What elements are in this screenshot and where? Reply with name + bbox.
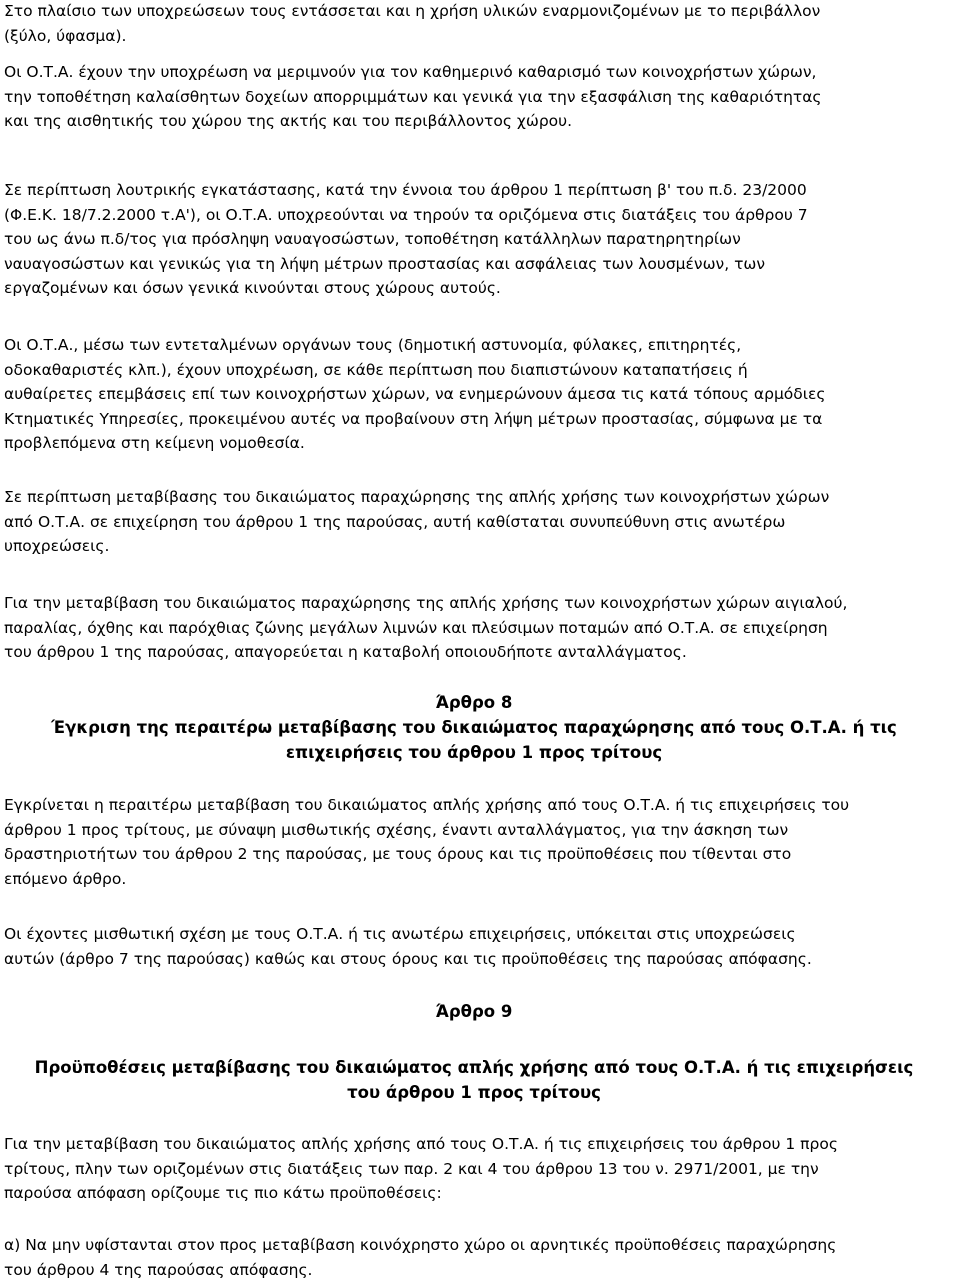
text-line: (ξύλο, ύφασμα). [4, 26, 127, 45]
text-line: υποχρεώσεις. [4, 537, 110, 555]
article-8 [0, 690, 948, 765]
text-line: Οι Ο.Τ.Α. έχουν την υποχρέωση να μεριμνούν για τον καθημερινό καθαρισμό των κοινοχρήστων χώρων, [4, 63, 817, 81]
paragraph-ota-cleaning [4, 60, 822, 134]
text-line: Σε περίπτωση λουτρικής εγκατάστασης, κατά την έννοια του άρθρου 1 περίπτωση β' του π.δ. 23/2000 [4, 181, 807, 199]
article-9-number: Άρθρο 9 [435, 1002, 513, 1021]
article-8-paragraph-1 [4, 793, 849, 891]
heading-line: επιχειρήσεις του άρθρου 1 προς τρίτους [285, 743, 663, 762]
text-line: Κτηματικές Υπηρεσίες, προκειμένου αυτές να προβαίνουν στη λήψη μέτρων προστασίας, σύμφωνα με τα [4, 409, 823, 428]
text-line: και της αισθητικής του χώρου της ακτής και του περιβάλλοντος χώρου. [4, 112, 573, 130]
text-line: προβλεπόμενα στη κείμενη νομοθεσία. [4, 434, 305, 452]
text-line: Οι Ο.Τ.Α., μέσω των εντεταλμένων οργάνων τους (δημοτική αστυνομία, φύλακες, επιτηρητές, [4, 336, 742, 354]
text-line: από Ο.Τ.Α. σε επιχείρηση του άρθρου 1 της παρούσας, αυτή καθίσταται συνυπεύθυνη στις ανωτέρω [4, 512, 786, 531]
paragraph-transfer-fee [4, 591, 847, 665]
heading-line: Προϋποθέσεις μεταβίβασης του δικαιώματος απλής χρήσης από τους Ο.Τ.Α. ή τις επιχειρήσεις [34, 1058, 914, 1077]
text-line: του ως άνω π.δ/τος για πρόσληψη ναυαγοσώστων, τοποθέτηση κατάλληλων παρατηρητηρίων [4, 230, 741, 248]
text-line: (Φ.Ε.Κ. 18/7.2.2000 τ.Α'), οι Ο.Τ.Α. υποχρεούνται να τηρούν τα οριζόμενα στις διατάξεις του άρθρου 7 [4, 205, 808, 224]
article-9-paragraph-2 [4, 1233, 836, 1282]
article-8-paragraph-2 [4, 922, 812, 971]
article-9-title [0, 1055, 948, 1105]
text-line: Οι έχοντες μισθωτική σχέση με τους Ο.Τ.Α. ή τις ανωτέρω επιχειρήσεις, υπόκειται στις υποχρεώσεις [4, 925, 796, 943]
text-line: αυθαίρετες επεμβάσεις επί των κοινοχρήστων χώρων, να ενημερώνουν άμεσα τις κατά τόπους αρμόδιες [4, 385, 826, 403]
text-line: Για την μεταβίβαση του δικαιώματος παραχώρησης της απλής χρήσης των κοινοχρήστων χώρων αιγιαλού, [4, 594, 848, 612]
text-line: οδοκαθαριστές κλπ.), έχουν υποχρέωση, σε κάθε περίπτωση που διαπιστώνουν καταπατήσεις ή [4, 360, 748, 379]
article-8-number: Άρθρο 8 [435, 693, 513, 712]
text-line: παρούσα απόφαση ορίζουμε τις πιο κάτω προϋποθέσεις: [4, 1184, 442, 1202]
text-line: του άρθρου 1 της παρούσας, απαγορεύεται η καταβολή οποιουδήποτε ανταλλάγματος. [4, 643, 687, 661]
text-line: του άρθρου 4 της παρούσας απόφασης. [4, 1260, 313, 1279]
heading-line: του άρθρου 1 προς τρίτους [347, 1083, 601, 1102]
text-line: Σε περίπτωση μεταβίβασης του δικαιώματος παραχώρησης της απλής χρήσης των κοινοχρήστων χώρων [4, 488, 830, 506]
article-9-title-block [0, 1055, 948, 1105]
heading-line: Έγκριση της περαιτέρω μεταβίβασης του δικαιώματος παραχώρησης από τους Ο.Τ.Α. ή τις [51, 718, 897, 737]
paragraph-bathing-installation [4, 178, 808, 301]
text-line: εργαζομένων και όσων γενικά κινούνται στους χώρους αυτούς. [4, 279, 501, 297]
text-line: α) Να μην υφίστανται στον προς μεταβίβαση κοινόχρηστο χώρο οι αρνητικές προϋποθέσεις παραχώρησης [4, 1236, 837, 1254]
paragraph-transfer-company [4, 485, 829, 559]
text-line: την τοποθέτηση καλαίσθητων δοχείων απορριμμάτων και γενικά για την εξασφάλιση της καθαριότητας [4, 87, 822, 106]
text-line: Εγκρίνεται η περαιτέρω μεταβίβαση του δικαιώματος απλής χρήσης από τους Ο.Τ.Α. ή τις επιχειρήσεις του [4, 796, 850, 814]
paragraph-ota-organs [4, 333, 826, 456]
text-line: τρίτους, πλην των οριζομένων στις διατάξεις των παρ. 2 και 4 του άρθρου 13 του ν. 2971/2001, με την [4, 1159, 819, 1178]
text-line: άρθρου 1 προς τρίτους, με σύναψη μισθωτικής σχέσης, έναντι ανταλλάγματος, για την άσκηση των [4, 820, 789, 839]
text-line: ναυαγοσώστων και γενικώς για τη λήψη μέτρων προστασίας και ασφάλειας των λουσμένων, των [4, 254, 766, 273]
text-line: παραλίας, όχθης και παρόχθιας ζώνης μεγάλων λιμνών και πλεύσιμων ποταμών από Ο.Τ.Α. σε επιχείρηση [4, 618, 828, 637]
text-line: Στο πλαίσιο των υποχρεώσεων τους εντάσσεται και η χρήση υλικών εναρμονιζομένων με το περιβάλλον [4, 2, 821, 20]
paragraph-materials [4, 0, 820, 48]
text-line: αυτών (άρθρο 7 της παρούσας) καθώς και στους όρους και τις προϋποθέσεις της παρούσας απόφασης. [4, 949, 812, 968]
text-line: επόμενο άρθρο. [4, 869, 127, 888]
article-9-paragraph-1 [4, 1132, 838, 1206]
article-8-title [0, 715, 948, 765]
text-line: δραστηριοτήτων του άρθρου 2 της παρούσας, με τους όρους και τις προϋποθέσεις που τίθενται στο [4, 845, 792, 863]
text-line: Για την μεταβίβαση του δικαιώματος απλής χρήσης από τους Ο.Τ.Α. ή τις επιχειρήσεις του άρθρου 1 προς [4, 1135, 838, 1153]
article-9 [0, 999, 948, 1024]
